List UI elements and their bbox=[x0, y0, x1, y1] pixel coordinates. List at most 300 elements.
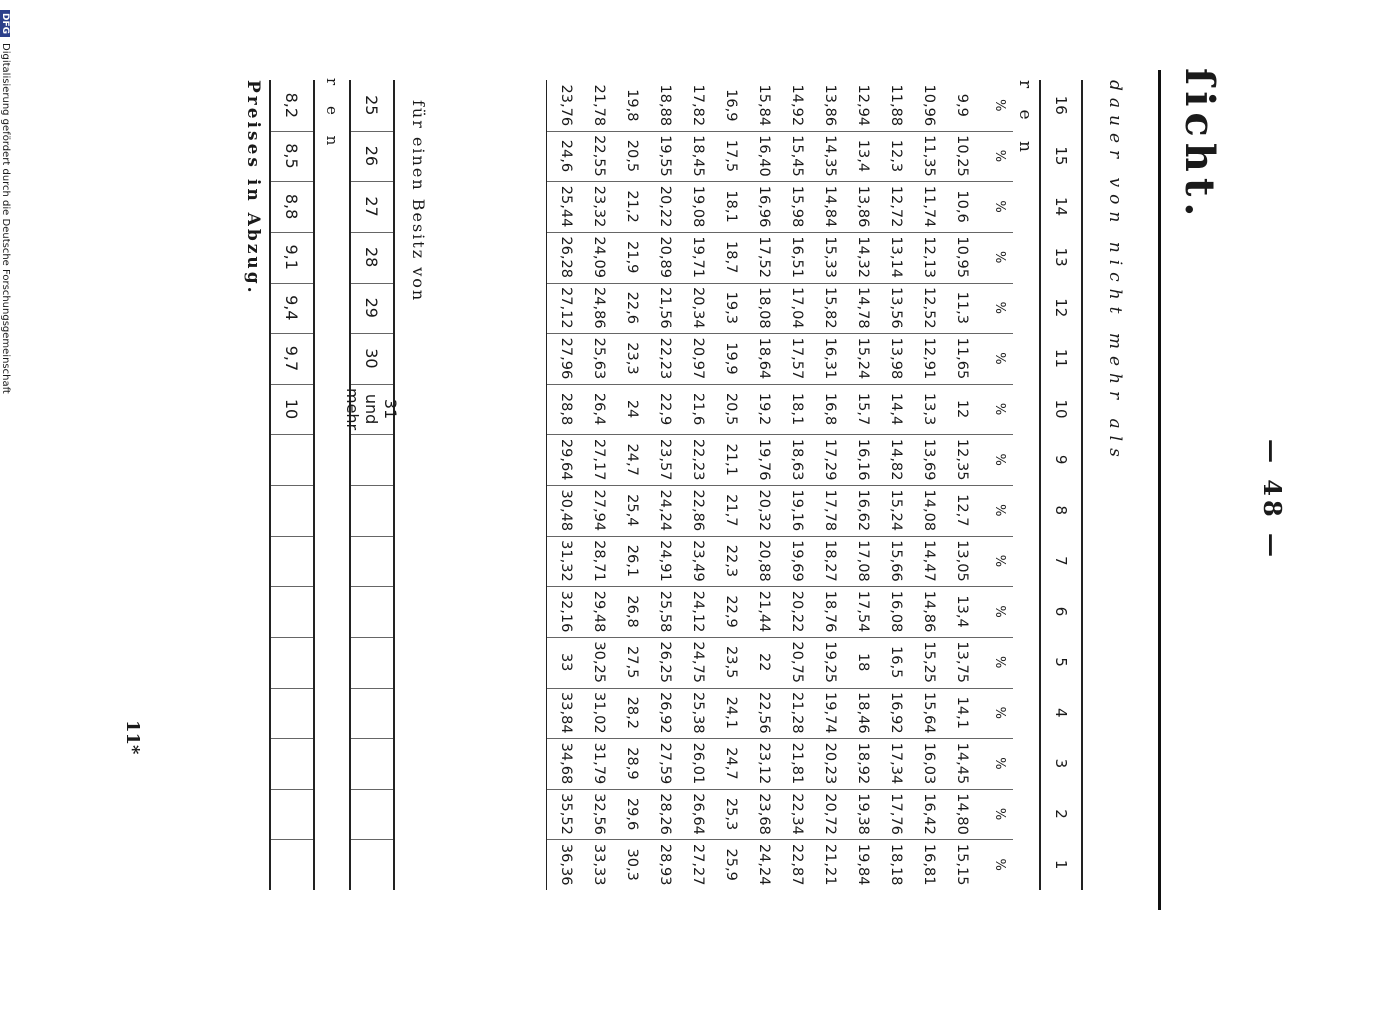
table-cell: 16,16 bbox=[855, 438, 872, 481]
table-cell: 14,08 bbox=[921, 489, 938, 532]
table-cell: 16,96 bbox=[756, 185, 773, 228]
table-cell: 19,69 bbox=[789, 540, 806, 582]
table-cell: 21,9 bbox=[624, 241, 641, 274]
table-cell: 24,09 bbox=[591, 236, 608, 278]
table-cell: 13,56 bbox=[888, 287, 905, 329]
table-cell: 29,64 bbox=[558, 438, 575, 481]
table-cell: 27,94 bbox=[591, 489, 608, 532]
table-cell: 16,40 bbox=[756, 135, 773, 177]
table-cell: 14,92 bbox=[789, 84, 806, 127]
duration-header-cell: 4 bbox=[1052, 708, 1070, 718]
table-cell: 20,34 bbox=[690, 287, 707, 329]
percent-sign-cell: % bbox=[992, 504, 1008, 517]
table-cell: 18,88 bbox=[657, 84, 674, 127]
table-cell: 24,24 bbox=[756, 843, 773, 886]
percent-sign-cell: % bbox=[992, 554, 1008, 568]
besitz-cell: 26 bbox=[362, 145, 382, 167]
page-title: ſicht. bbox=[1176, 68, 1223, 223]
duration-header-cell: 8 bbox=[1052, 505, 1070, 516]
table-cell: 16,08 bbox=[888, 590, 905, 633]
table-cell: 28,71 bbox=[591, 540, 608, 582]
duration-header-cell: 15 bbox=[1052, 146, 1070, 166]
besitz-label: für einen Besitz von bbox=[409, 100, 428, 303]
table-cell: 18,27 bbox=[822, 540, 839, 582]
percent-sign-cell: % bbox=[992, 352, 1008, 365]
column-divider bbox=[547, 181, 1013, 182]
table-cell: 13,75 bbox=[954, 641, 971, 683]
percent-sign-cell: % bbox=[992, 251, 1008, 264]
table-cell: 9,9 bbox=[954, 93, 971, 117]
table-cell: 25,4 bbox=[624, 494, 641, 527]
duration-header: dauer von nicht mehr als bbox=[1105, 80, 1125, 464]
table-cell: 29,6 bbox=[624, 797, 641, 831]
table-cell: 20,72 bbox=[822, 793, 839, 835]
table-cell: 14,80 bbox=[954, 793, 971, 835]
duration-header-cell: 7 bbox=[1052, 556, 1070, 566]
preis-cell: 9,7 bbox=[282, 345, 302, 372]
duration-header-cell: 5 bbox=[1052, 657, 1070, 667]
table-cell: 17,54 bbox=[855, 590, 872, 633]
column-divider bbox=[351, 688, 393, 689]
table-cell: 18,1 bbox=[723, 190, 740, 223]
table-cell: 26,8 bbox=[624, 595, 641, 628]
table-cell: 28,26 bbox=[657, 793, 674, 835]
table-cell: 25,44 bbox=[558, 185, 575, 228]
table-cell: 14,1 bbox=[954, 696, 971, 729]
table-cell: 21,56 bbox=[657, 287, 674, 329]
table-cell: 19,84 bbox=[855, 843, 872, 886]
ren-label-2: r e n bbox=[323, 78, 341, 154]
table-cell: 32,56 bbox=[591, 793, 608, 835]
table-cell: 17,52 bbox=[756, 236, 773, 278]
table-cell: 15,33 bbox=[822, 236, 839, 278]
table-cell: 17,34 bbox=[888, 742, 905, 785]
column-divider bbox=[547, 738, 1013, 739]
column-divider bbox=[271, 434, 313, 435]
page-number: — 48 — bbox=[1258, 438, 1287, 562]
duration-header-cell: 10 bbox=[1052, 399, 1070, 419]
table-cell: 12 bbox=[954, 399, 971, 419]
table-cell: 20,5 bbox=[624, 139, 641, 173]
column-divider bbox=[547, 536, 1013, 537]
data-table bbox=[553, 80, 1013, 890]
table-cell: 15,7 bbox=[855, 392, 872, 426]
table-cell: 16,51 bbox=[789, 236, 806, 278]
table-cell: 11,3 bbox=[954, 291, 971, 324]
table-cell: 23,3 bbox=[624, 342, 641, 375]
table-cell: 17,5 bbox=[723, 139, 740, 173]
column-divider bbox=[271, 181, 313, 182]
table-cell: 31,32 bbox=[558, 540, 575, 582]
table-cell: 11,74 bbox=[921, 185, 938, 228]
table-cell: 13,98 bbox=[888, 337, 905, 380]
duration-header-cell: 3 bbox=[1052, 758, 1070, 769]
table-cell: 21,78 bbox=[591, 84, 608, 127]
table-cell: 24,24 bbox=[657, 489, 674, 532]
table-cell: 19,8 bbox=[624, 89, 641, 122]
table-cell: 16,62 bbox=[855, 489, 872, 532]
table-cell: 22,56 bbox=[756, 692, 773, 734]
table-cell: 22 bbox=[756, 652, 773, 672]
preis-cell: 10 bbox=[282, 398, 302, 420]
besitz-cell: 28 bbox=[362, 247, 382, 268]
column-divider bbox=[351, 434, 393, 435]
preis-cell: 9,4 bbox=[282, 295, 302, 321]
table-cell: 27,17 bbox=[591, 438, 608, 481]
preis-cell: 9,1 bbox=[282, 244, 302, 270]
besitz-cell: 30 bbox=[362, 348, 382, 369]
table-cell: 17,57 bbox=[789, 337, 806, 380]
duration-header-cell: 11 bbox=[1052, 348, 1070, 368]
title-rule bbox=[1158, 70, 1161, 910]
table-cell: 12,13 bbox=[921, 236, 938, 278]
table-cell: 13,4 bbox=[954, 595, 971, 628]
dfg-text: Digitalisierung gefördert durch die Deutsche Forschungsgemeinschaft bbox=[0, 43, 11, 394]
table-cell: 13,86 bbox=[855, 185, 872, 228]
column-divider bbox=[271, 131, 313, 132]
table-cell: 14,35 bbox=[822, 135, 839, 177]
dfg-credit bbox=[0, 10, 11, 1010]
table-cell: 19,9 bbox=[723, 342, 740, 375]
column-divider bbox=[547, 283, 1013, 284]
column-divider bbox=[271, 333, 313, 334]
column-divider bbox=[547, 637, 1013, 638]
header-bottom-rule bbox=[1039, 80, 1041, 890]
table-cell: 24,86 bbox=[591, 287, 608, 329]
column-divider bbox=[271, 637, 313, 638]
duration-header-cell: 14 bbox=[1052, 197, 1070, 217]
table-cell: 29,48 bbox=[591, 590, 608, 633]
table-cell: 16,03 bbox=[921, 742, 938, 785]
column-divider bbox=[351, 283, 393, 284]
table-cell: 27,12 bbox=[558, 287, 575, 329]
table-cell: 18,64 bbox=[756, 337, 773, 380]
besitz-box bbox=[343, 80, 401, 890]
besitz-cell: 31 und mehr bbox=[343, 387, 401, 431]
table-cell: 24 bbox=[624, 399, 641, 419]
table-cell: 12,7 bbox=[954, 494, 971, 527]
table-cell: 30,48 bbox=[558, 489, 575, 532]
table-cell: 18,08 bbox=[756, 287, 773, 329]
table-cell: 16,92 bbox=[888, 692, 905, 734]
table-cell: 18,76 bbox=[822, 590, 839, 633]
table-cell: 28,2 bbox=[624, 696, 641, 729]
table-cell: 13,3 bbox=[921, 392, 938, 426]
percent-sign-cell: % bbox=[992, 200, 1008, 213]
table-cell: 14,4 bbox=[888, 392, 905, 426]
ren-label: r e n bbox=[1015, 80, 1035, 160]
table-cell: 16,9 bbox=[723, 89, 740, 122]
table-cell: 16,81 bbox=[921, 843, 938, 886]
table-cell: 18,7 bbox=[723, 241, 740, 274]
table-cell: 23,5 bbox=[723, 646, 740, 679]
table-cell: 22,55 bbox=[591, 135, 608, 177]
table-cell: 21,7 bbox=[723, 494, 740, 527]
column-divider bbox=[547, 839, 1013, 840]
table-cell: 18,92 bbox=[855, 742, 872, 785]
table-cell: 14,78 bbox=[855, 287, 872, 329]
table-cell: 21,2 bbox=[624, 190, 641, 223]
table-cell: 23,32 bbox=[591, 185, 608, 228]
besitz-cell: 29 bbox=[362, 297, 382, 318]
column-divider bbox=[351, 232, 393, 233]
table-cell: 10,96 bbox=[921, 84, 938, 127]
table-cell: 18,18 bbox=[888, 843, 905, 886]
table-cell: 25,58 bbox=[657, 590, 674, 633]
besitz-cell: 27 bbox=[362, 196, 382, 217]
table-cell: 18 bbox=[855, 652, 872, 672]
table-cell: 15,25 bbox=[921, 641, 938, 683]
table-cell: 17,76 bbox=[888, 793, 905, 835]
table-cell: 20,97 bbox=[690, 337, 707, 380]
table-cell: 14,84 bbox=[822, 185, 839, 228]
table-cell: 21,28 bbox=[789, 692, 806, 734]
table-cell: 23,76 bbox=[558, 84, 575, 127]
table-cell: 13,4 bbox=[855, 139, 872, 173]
table-cell: 15,45 bbox=[789, 135, 806, 177]
column-divider bbox=[271, 232, 313, 233]
column-divider bbox=[351, 637, 393, 638]
column-divider bbox=[351, 384, 393, 385]
table-cell: 23,49 bbox=[690, 540, 707, 582]
header-top-rule bbox=[1081, 80, 1083, 890]
table-cell: 19,76 bbox=[756, 438, 773, 481]
column-divider bbox=[351, 536, 393, 537]
table-cell: 25,9 bbox=[723, 848, 740, 881]
duration-header-cell: 2 bbox=[1052, 809, 1070, 819]
column-divider bbox=[351, 738, 393, 739]
table-cell: 15,64 bbox=[921, 692, 938, 734]
table-cell: 19,71 bbox=[690, 236, 707, 278]
table-cell: 26,64 bbox=[690, 793, 707, 835]
column-divider bbox=[271, 536, 313, 537]
table-cell: 22,9 bbox=[723, 595, 740, 628]
table-cell: 15,84 bbox=[756, 84, 773, 127]
preis-cell: 8,2 bbox=[282, 92, 302, 119]
table-cell: 24,12 bbox=[690, 590, 707, 633]
dfg-logo: DFG bbox=[0, 10, 10, 37]
column-divider bbox=[351, 839, 393, 840]
column-divider bbox=[271, 586, 313, 587]
table-cell: 27,96 bbox=[558, 337, 575, 380]
table-cell: 18,63 bbox=[789, 438, 806, 481]
table-cell: 25,63 bbox=[591, 337, 608, 380]
table-cell: 16,5 bbox=[888, 646, 905, 679]
table-cell: 25,38 bbox=[690, 692, 707, 734]
table-cell: 24,7 bbox=[624, 443, 641, 476]
table-cell: 32,16 bbox=[558, 590, 575, 633]
duration-header-cell: 6 bbox=[1052, 606, 1070, 617]
column-divider bbox=[547, 384, 1013, 385]
table-cell: 17,78 bbox=[822, 489, 839, 532]
column-divider bbox=[547, 333, 1013, 334]
percent-sign-cell: % bbox=[992, 757, 1008, 770]
table-cell: 20,88 bbox=[756, 540, 773, 582]
table-cell: 23,57 bbox=[657, 438, 674, 481]
column-divider bbox=[351, 333, 393, 334]
table-bottom-rule bbox=[546, 80, 547, 890]
table-cell: 26,28 bbox=[558, 236, 575, 278]
column-divider bbox=[547, 586, 1013, 587]
table-cell: 26,01 bbox=[690, 742, 707, 785]
table-cell: 22,9 bbox=[657, 392, 674, 426]
percent-sign-cell: % bbox=[992, 301, 1008, 314]
column-divider bbox=[547, 232, 1013, 233]
column-divider bbox=[351, 131, 393, 132]
column-divider bbox=[271, 283, 313, 284]
table-cell: 23,12 bbox=[756, 742, 773, 785]
table-cell: 31,02 bbox=[591, 692, 608, 734]
table-cell: 12,72 bbox=[888, 185, 905, 228]
table-cell: 24,7 bbox=[723, 747, 740, 780]
table-cell: 30,3 bbox=[624, 848, 641, 881]
column-divider bbox=[351, 485, 393, 486]
table-cell: 18,1 bbox=[789, 392, 806, 426]
table-cell: 14,47 bbox=[921, 540, 938, 582]
duration-header-cell: 12 bbox=[1052, 298, 1070, 318]
table-cell: 22,87 bbox=[789, 843, 806, 886]
table-cell: 25,3 bbox=[723, 797, 740, 831]
duration-header-cell: 1 bbox=[1052, 859, 1070, 870]
table-cell: 20,23 bbox=[822, 742, 839, 785]
table-cell: 16,31 bbox=[822, 337, 839, 380]
table-cell: 26,92 bbox=[657, 692, 674, 734]
table-cell: 23,68 bbox=[756, 793, 773, 835]
column-divider bbox=[547, 688, 1013, 689]
percent-sign-cell: % bbox=[992, 605, 1008, 618]
table-cell: 21,1 bbox=[723, 443, 740, 476]
column-divider bbox=[547, 485, 1013, 486]
table-cell: 13,86 bbox=[822, 84, 839, 127]
table-cell: 26,1 bbox=[624, 544, 641, 578]
table-cell: 22,6 bbox=[624, 291, 641, 324]
table-cell: 15,82 bbox=[822, 287, 839, 329]
table-cell: 19,25 bbox=[822, 641, 839, 683]
table-cell: 22,3 bbox=[723, 544, 740, 578]
column-divider bbox=[271, 839, 313, 840]
percent-sign-cell: % bbox=[992, 402, 1008, 416]
column-divider bbox=[271, 688, 313, 689]
table-cell: 20,22 bbox=[789, 590, 806, 633]
column-divider bbox=[271, 738, 313, 739]
table-cell: 17,08 bbox=[855, 540, 872, 582]
table-cell: 18,46 bbox=[855, 692, 872, 734]
table-cell: 33,33 bbox=[591, 843, 608, 886]
percent-sign-cell: % bbox=[992, 858, 1008, 871]
table-cell: 16,8 bbox=[822, 392, 839, 426]
table-cell: 20,5 bbox=[723, 392, 740, 426]
column-divider bbox=[351, 586, 393, 587]
table-cell: 19,38 bbox=[855, 793, 872, 835]
table-cell: 19,3 bbox=[723, 291, 740, 324]
table-cell: 21,6 bbox=[690, 392, 707, 426]
table-cell: 34,68 bbox=[558, 742, 575, 785]
table-cell: 22,86 bbox=[690, 489, 707, 532]
table-cell: 27,59 bbox=[657, 742, 674, 785]
signature-mark: 11* bbox=[122, 720, 143, 755]
table-cell: 20,75 bbox=[789, 641, 806, 683]
table-cell: 24,75 bbox=[690, 641, 707, 683]
table-cell: 26,25 bbox=[657, 641, 674, 683]
table-cell: 24,91 bbox=[657, 540, 674, 582]
column-divider bbox=[351, 789, 393, 790]
table-cell: 20,22 bbox=[657, 185, 674, 228]
table-cell: 21,21 bbox=[822, 843, 839, 886]
duration-header-cell: 16 bbox=[1052, 95, 1070, 115]
percent-sign-cell: % bbox=[992, 706, 1008, 719]
table-cell: 20,32 bbox=[756, 489, 773, 532]
table-cell: 26,4 bbox=[591, 392, 608, 426]
percent-sign-cell: % bbox=[992, 99, 1008, 112]
table-cell: 15,24 bbox=[888, 489, 905, 532]
table-cell: 31,79 bbox=[591, 742, 608, 785]
duration-header-cell: 13 bbox=[1052, 247, 1070, 267]
percent-sign-cell: % bbox=[992, 149, 1008, 163]
table-cell: 30,25 bbox=[591, 641, 608, 683]
table-cell: 22,23 bbox=[657, 337, 674, 380]
table-cell: 12,52 bbox=[921, 287, 938, 329]
duration-header-cell: 9 bbox=[1052, 454, 1070, 465]
duration-row bbox=[1043, 80, 1079, 890]
column-divider bbox=[351, 181, 393, 182]
preis-cell: 8,5 bbox=[282, 143, 302, 169]
percent-sign-cell: % bbox=[992, 807, 1008, 821]
table-cell: 21,44 bbox=[756, 590, 773, 633]
table-cell: 22,23 bbox=[690, 438, 707, 481]
table-cell: 14,82 bbox=[888, 438, 905, 481]
column-divider bbox=[271, 789, 313, 790]
table-cell: 14,32 bbox=[855, 236, 872, 278]
table-cell: 33 bbox=[558, 652, 575, 672]
table-cell: 15,15 bbox=[954, 843, 971, 886]
table-cell: 19,2 bbox=[756, 392, 773, 426]
table-cell: 13,14 bbox=[888, 236, 905, 278]
table-cell: 33,84 bbox=[558, 692, 575, 734]
table-cell: 28,9 bbox=[624, 747, 641, 780]
table-cell: 11,65 bbox=[954, 337, 971, 380]
table-cell: 19,55 bbox=[657, 135, 674, 177]
table-cell: 20,89 bbox=[657, 236, 674, 278]
column-divider bbox=[547, 789, 1013, 790]
table-cell: 17,04 bbox=[789, 287, 806, 329]
table-cell: 15,24 bbox=[855, 337, 872, 380]
table-cell: 12,91 bbox=[921, 337, 938, 380]
table-cell: 24,1 bbox=[723, 696, 740, 729]
table-cell: 12,35 bbox=[954, 438, 971, 481]
percent-sign-cell: % bbox=[992, 453, 1008, 466]
table-cell: 35,52 bbox=[558, 793, 575, 835]
table-cell: 11,35 bbox=[921, 135, 938, 177]
table-cell: 11,88 bbox=[888, 84, 905, 127]
preis-cell: 8,8 bbox=[282, 193, 302, 220]
table-cell: 10,6 bbox=[954, 190, 971, 223]
table-cell: 24,6 bbox=[558, 139, 575, 173]
table-cell: 18,45 bbox=[690, 135, 707, 177]
table-cell: 14,86 bbox=[921, 590, 938, 633]
table-cell: 12,3 bbox=[888, 139, 905, 173]
table-cell: 27,27 bbox=[690, 843, 707, 886]
table-cell: 36,36 bbox=[558, 843, 575, 886]
table-cell: 19,16 bbox=[789, 489, 806, 532]
table-cell: 12,94 bbox=[855, 84, 872, 127]
table-cell: 16,42 bbox=[921, 793, 938, 835]
column-divider bbox=[271, 384, 313, 385]
table-cell: 13,69 bbox=[921, 438, 938, 481]
table-cell: 15,98 bbox=[789, 185, 806, 228]
table-cell: 22,34 bbox=[789, 793, 806, 835]
column-divider bbox=[547, 131, 1013, 132]
table-cell: 19,08 bbox=[690, 185, 707, 228]
